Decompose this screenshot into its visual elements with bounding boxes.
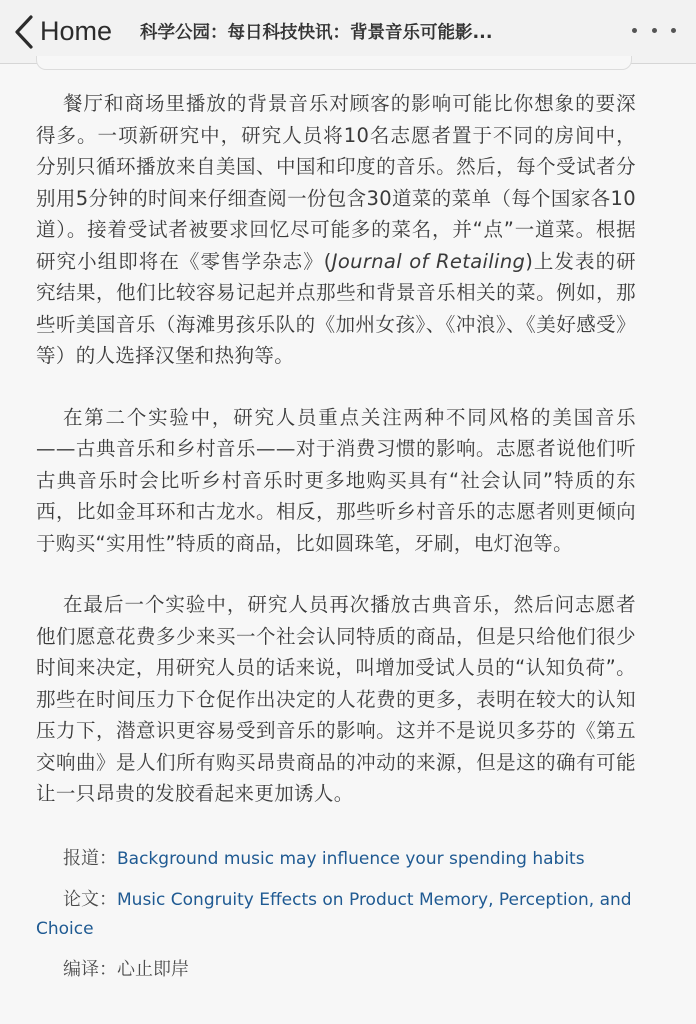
navigation-bar [0, 0, 696, 64]
paragraph-text: 餐厅和商场里播放的背景音乐对顾客的影响可能比你想象的要深得多。一项新研究中，研究人员将10名志愿者置于不同的房间中，分别只循环播放来自美国、中国和印度的音乐。然后，每个受试者分别用5分钟的时间来仔细查阅一份包含30道菜的菜单（每个国家各10道）。接着受试者被要求回忆尽可能多的菜名，并“点”一道菜。根据研究小组即将在《零售学杂志》( [36, 92, 636, 273]
report-row [36, 844, 636, 874]
translator-row [36, 955, 636, 985]
chevron-left-icon [14, 15, 34, 49]
paragraph-text: )上发表的研究结果，他们比较容易记起并点那些和背景音乐相关的菜。例如，那些听美国音乐（海滩男孩乐队的《加州女孩》、《冲浪》、《美好感受》等）的人选择汉堡和热狗等。 [36, 249, 637, 367]
report-label: 报道： [63, 847, 117, 869]
card-bottom-edge [36, 56, 632, 70]
article-paragraph: 在最后一个实验中，研究人员再次播放古典音乐，然后问志愿者他们愿意花费多少来买一个社会认同特质的商品，但是只给他们很少时间来决定，用研究人员的话来说，叫增加受试人员的“认知负荷”。那些在时间压力下仓促作出决定的人花费的更多，表明在较大的认知压力下，潜意识更容易受到音乐的影响。这并不是说贝多芬的《第五交响曲》是人们所有购买昂贵商品的冲动的来源，但是这的确有可能让一只昂贵的发胶看起来更加诱人。 [36, 593, 636, 805]
back-label: Home [40, 16, 113, 46]
back-button[interactable] [14, 8, 112, 56]
translator-name: 心止即岸 [117, 958, 189, 980]
more-dot-icon [632, 28, 637, 33]
page-title: 科学公园：每日科技快讯：背景音乐可能影... [140, 23, 493, 43]
translator-label: 编译： [63, 958, 117, 980]
paper-label: 论文： [63, 888, 117, 910]
report-link[interactable]: Background music may influence your spending habits [117, 848, 585, 869]
article-paragraph [36, 88, 636, 372]
paper-row [36, 885, 636, 944]
more-dot-icon [652, 28, 657, 33]
article-paragraph: 在第二个实验中，研究人员重点关注两种不同风格的美国音乐——古典音乐和乡村音乐——对于消费习惯的影响。志愿者说他们听古典音乐时会比听乡村音乐时更多地购买具有“社会认同”特质的东西，比如金耳环和古龙水。相反，那些听乡村音乐的志愿者则更倾向于购买“实用性”特质的商品，比如圆珠笔，牙刷，电灯泡等。 [36, 405, 636, 555]
article-meta [36, 844, 636, 985]
paper-link[interactable]: Music Congruity Effects on Product Memory, Perception, and Choice [36, 889, 632, 939]
article-body [36, 88, 636, 996]
journal-name: Journal of Retailing [331, 249, 526, 273]
more-options-button[interactable] [632, 16, 676, 44]
more-dot-icon [671, 28, 676, 33]
